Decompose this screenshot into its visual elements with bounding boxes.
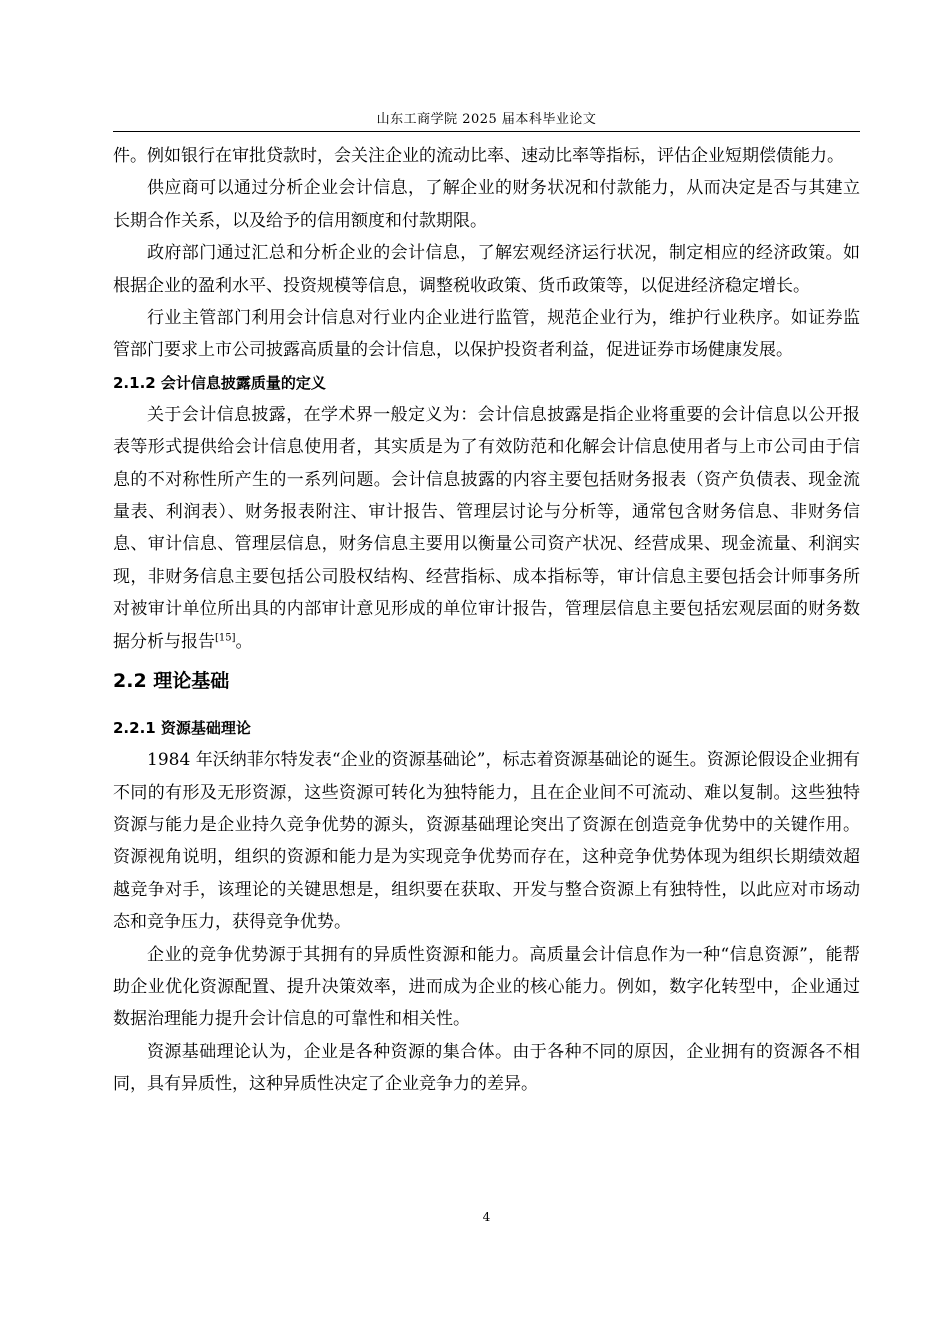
paragraph — [113, 399, 860, 658]
body-content — [113, 140, 860, 1101]
paragraph: 政府部门通过汇总和分析企业的会计信息，了解宏观经济运行状况，制定相应的经济政策。如根据企业的盈利水平、投资规模等信息，调整税收政策、货币政策等，以促进经济稳定增长。 — [113, 243, 860, 296]
paragraph: 资源基础理论认为，企业是各种资源的集合体。由于各种不同的原因，企业拥有的资源各不相同，具有异质性，这种异质性决定了企业竞争力的差异。 — [113, 1041, 860, 1095]
page-header: 山东工商学院 2025 届本科毕业论文 — [376, 112, 597, 127]
paragraph-end: 。 — [235, 631, 253, 652]
paragraph: 件。例如银行在审批贷款时，会关注企业的流动比率、速动比率等指标，评估企业短期偿债能力。 — [113, 146, 844, 166]
citation-marker: [15] — [215, 632, 236, 644]
header-divider — [113, 131, 860, 132]
paragraph: 供应商可以通过分析企业会计信息，了解企业的财务状况和付款能力，从而决定是否与其建立长期合作关系，以及给予的信用额度和付款期限。 — [113, 178, 860, 231]
paragraph: 行业主管部门利用会计信息对行业内企业进行监管，规范企业行为，维护行业秩序。如证券监管部门要求上市公司披露高质量的会计信息，以保护投资者利益，促进证券市场健康发展。 — [113, 308, 860, 361]
paragraph-text: 关于会计信息披露，在学术界一般定义为：会计信息披露是指企业将重要的会计信息以公开报表等形式提供给会计信息使用者，其实质是为了有效防范和化解会计信息使用者与上市公司由于信息的不对称性所产生的一系列问题。会计信息披露的内容主要包括财务报表（资产负债表、现金流量表、利润表）、财务报表附注、审计报告、管理层讨论与分析等，通常包含财务信息、非财务信息、审计信息、管理层信息，财务信息主要用以衡量公司资产状况、经营成果、现金流量、利润实现，非财务信息主要包括公司股权结构、经营指标、成本指标等，审计信息主要包括会计师事务所对被审计单位所出具的内部审计意见形成的单位审计报告，管理层信息主要包括宏观层面的财务数据分析与报告 — [113, 404, 860, 652]
section-heading-2-2-1: 2.2.1 资源基础理论 — [113, 719, 251, 738]
paragraph: 企业的竞争优势源于其拥有的异质性资源和能力。高质量会计信息作为一种“信息资源”，能帮助企业优化资源配置、提升决策效率，进而成为企业的核心能力。例如，数字化转型中，企业通过数据治理能力提升会计信息的可靠性和相关性。 — [113, 944, 860, 1030]
section-heading-2-2: 2.2 理论基础 — [113, 670, 230, 693]
paragraph: 1984 年沃纳菲尔特发表“企业的资源基础论”，标志着资源基础论的诞生。资源论假设企业拥有不同的有形及无形资源，这些资源可转化为独特能力，且在企业间不可流动、难以复制。这些独特资源与能力是企业持久竞争优势的源头，资源基础理论突出了资源在创造竞争优势中的关键作用。资源视角说明，组织的资源和能力是为实现竞争优势而存在，这种竞争优势体现为组织长期绩效超越竞争对手，该理论的关键思想是，组织要在获取、开发与整合资源上有独特性，以此应对市场动态和竞争压力，获得竞争优势。 — [113, 750, 860, 933]
page-number: 4 — [482, 1210, 491, 1224]
section-heading-2-1-2: 2.1.2 会计信息披露质量的定义 — [113, 373, 326, 392]
